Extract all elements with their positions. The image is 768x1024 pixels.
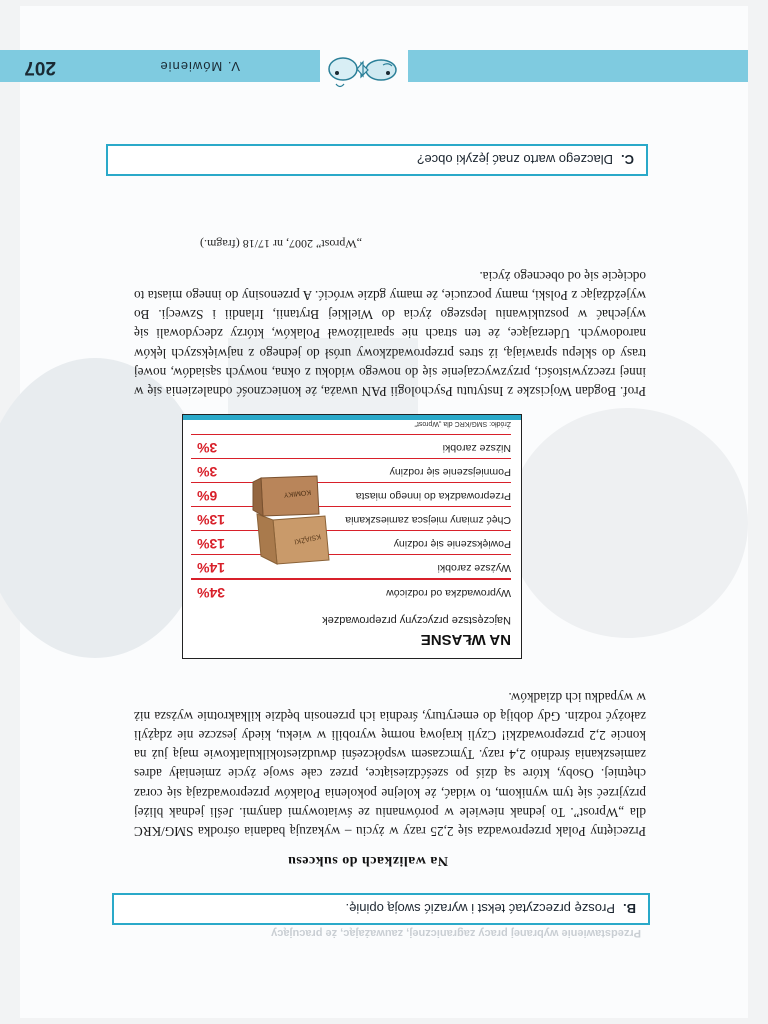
task-b-box <box>112 893 650 925</box>
infographic-title: NA WŁASNE <box>420 631 511 648</box>
infographic-row <box>191 506 511 530</box>
fish-mascot-icon <box>360 50 402 90</box>
row-percent: 34% <box>197 585 226 601</box>
bleed-through-shape <box>0 358 210 658</box>
row-label: Przeprowadzka do innego miasta <box>355 490 511 502</box>
task-b-instruction: Proszę przeczytać tekst i wyrazić swoją opinię. <box>345 901 615 917</box>
infographic-row <box>191 554 511 578</box>
task-c-letter: C. <box>621 152 634 168</box>
previous-task-remnant: Przedstawienie wybranej pracy zagranicznej, zauważając, że pracujący <box>271 927 641 939</box>
row-label: Chęć zmiany miejsca zamieszkania <box>345 514 511 526</box>
row-percent: 13% <box>197 536 226 552</box>
row-label: Powiększenie się rodziny <box>393 538 511 550</box>
section-label: V. Mówienie <box>159 59 240 74</box>
infographic-accent-bar <box>183 415 521 420</box>
infographic-subtitle: Najczęstsze przyczyny przeprowadzek <box>322 614 511 626</box>
row-percent: 14% <box>197 560 226 576</box>
row-percent: 6% <box>197 488 218 504</box>
row-label: Wyprowadzka od rodziców <box>386 587 511 599</box>
article-paragraph-1: Przeciętny Polak przeprowadza się 2,25 razy w życiu – wykazują badania ośrodka SMG/KRC dla „Wprost”. To jednak niewiele w porównaniu ze światowymi danymi. Jeśli jednak bliżej przyjrzeć się tym wynikom, to widać, że kolejne pokolenia Polaków przeprowadzają się coraz chętniej. Osoby, które są dziś po sześćdziesiątce, przez całe swoje życie zmieniały adres zamieszkania średnio 2,4 razy. Tymczasem współcześni dwudziestokilkulatkowie mają już na koncie 2,2 przeprowadzki! Czyli krajową normę wyrobili w wieku, kiedy jeszcze nie zdążyli założyć rodzin. Gdy dobiją do emerytury, średnia ich przenosin będzie kilkakrotnie wyższa niż w wypadku ich dziadków. <box>134 689 646 839</box>
task-c-instruction: Dlaczego warto znać języki obce? <box>417 152 613 168</box>
infographic-row <box>191 482 511 506</box>
row-label: Wyższe zarobki <box>437 562 511 574</box>
infographic-row <box>191 434 511 458</box>
article-title: Na walizkach do sukcesu <box>287 853 448 868</box>
infographic-rows <box>191 434 511 603</box>
row-label: Niższe zarobki <box>442 442 511 454</box>
row-percent: 13% <box>197 512 226 528</box>
textbook-page <box>20 6 748 1018</box>
infographic-source: Źródło: SMG/KRC dla „Wprost” <box>414 420 511 427</box>
infographic-row <box>191 458 511 482</box>
row-label: Pomniejszenie się rodziny <box>389 466 511 478</box>
page-number: 207 <box>24 57 56 78</box>
row-percent: 3% <box>197 464 218 480</box>
article-paragraph-2: Prof. Bogdan Wojciszke z Instytutu Psychologii PAN uważa, że konieczność odnalezienia się w innej rzeczywistości, przyzwyczajenie się do nowego widoku z okna, nowych sąsiadów, nowej trasy do sklepu sprawiają, iż stres przeprowadzkowy urósł do jednego z największych lęków narodowych. Uderzające, że ten strach nie sparaliżował Polaków, którzy zdecydowali się wyjechać w poszukiwaniu lepszego życia do Wielkiej Brytanii, Irlandii i Szwecji. Bo wyjeżdżając z Polski, mamy poczucie, że mamy gdzie wrócić. A przenosiny do innego miasta to odcięcie się od obecnego życia. <box>134 268 646 399</box>
task-c-box <box>106 144 648 176</box>
infographic <box>182 414 522 659</box>
task-b-letter: B. <box>623 901 636 917</box>
cardboard-boxes-illustration <box>251 474 333 570</box>
box-label: KSIĄŻKI <box>293 532 322 545</box>
row-percent: 3% <box>197 440 218 456</box>
fish-mascot-icon <box>322 50 364 90</box>
article-source: „Wprost” 2007, nr 17/18 (fragm.) <box>200 237 362 251</box>
infographic-row <box>191 578 511 603</box>
bleed-through-shape <box>508 408 748 638</box>
infographic-row <box>191 530 511 554</box>
box-label: KOMIKY <box>283 488 312 498</box>
